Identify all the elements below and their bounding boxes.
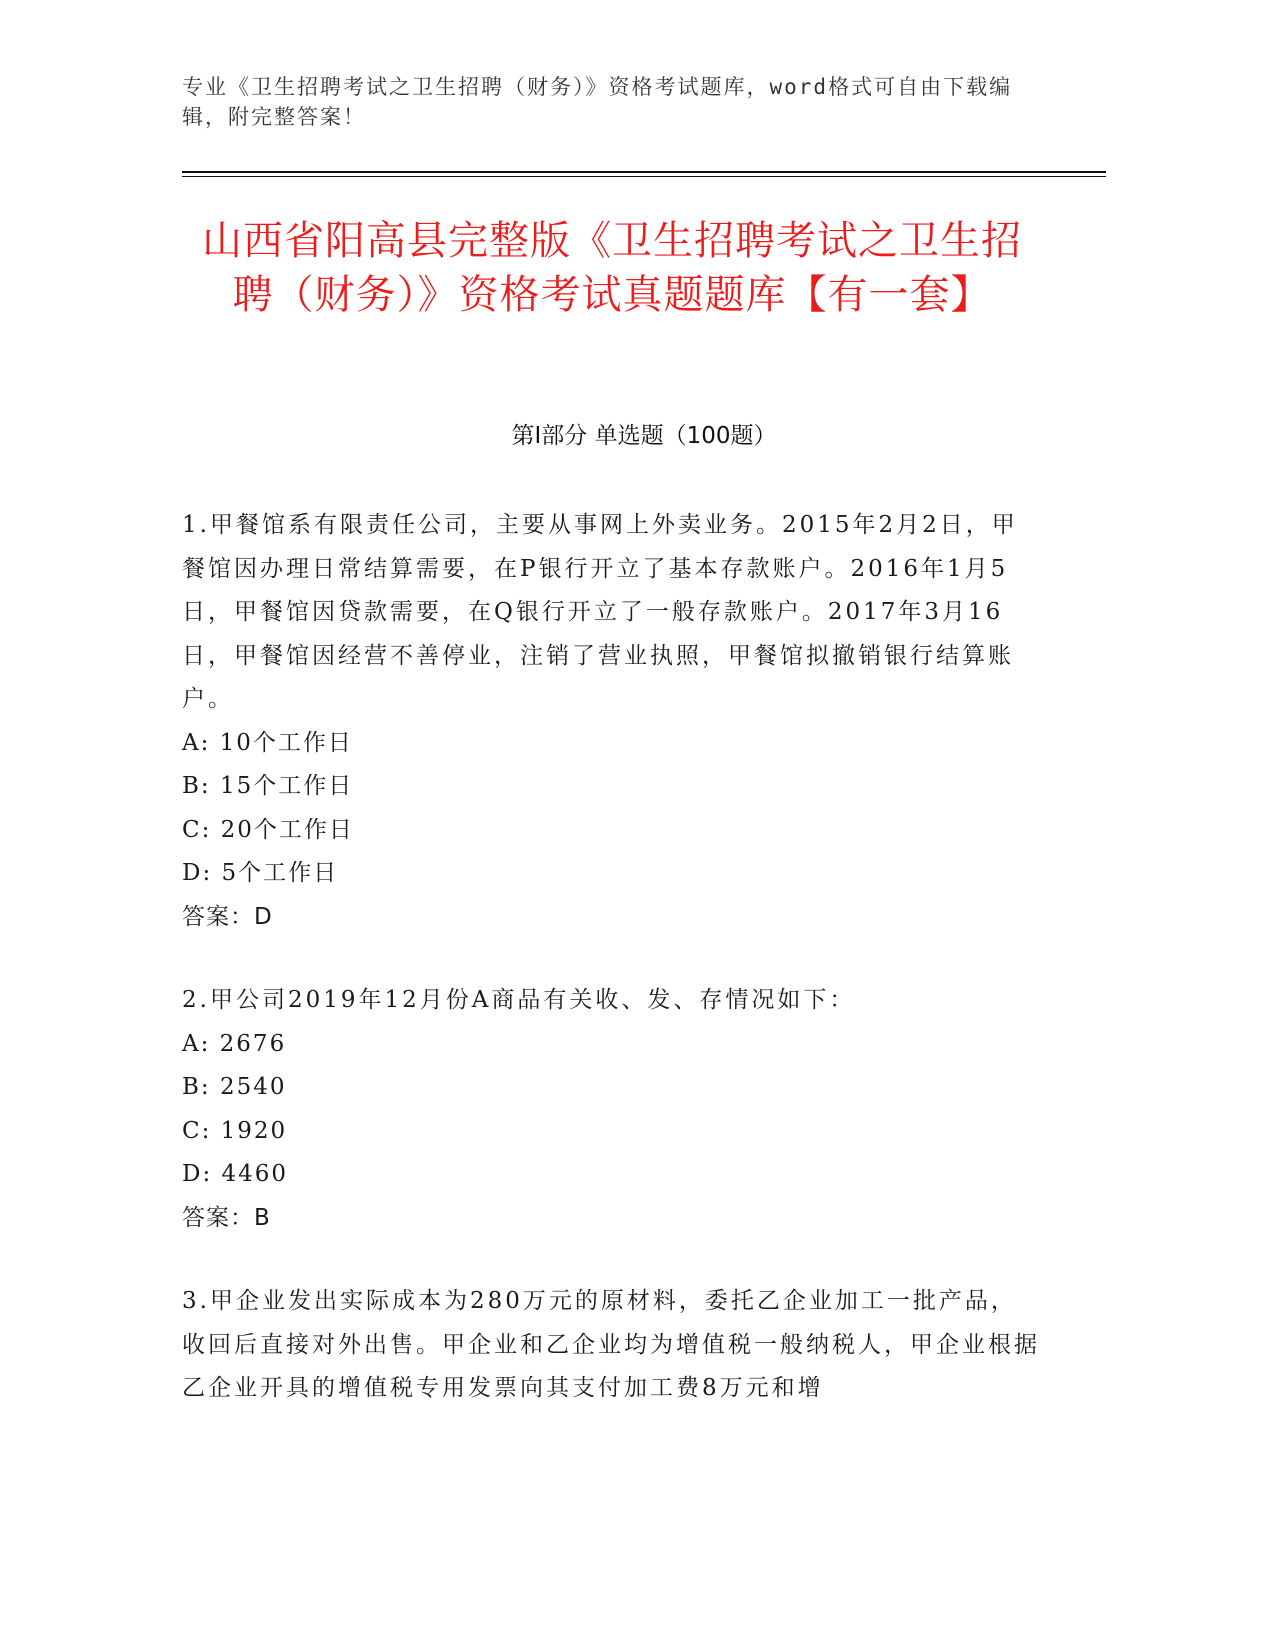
- answer: 答案：D: [182, 903, 273, 930]
- question-stem: 1.甲餐馆系有限责任公司，主要从事网上外卖业务。2015年2月2日，甲餐馆因办理日常结算需要，在P银行开立了基本存款账户。2016年1月5日，甲餐馆因贷款需要，在Q银行开立了一般存款账户。2017年3月16日，甲餐馆因经营不善停业，注销了营业执照，甲餐馆拟撤销银行结算账户。: [182, 512, 1018, 712]
- option-c: C: 1920: [182, 1117, 288, 1144]
- answer: 答案：B: [182, 1204, 271, 1231]
- option-a: A: 10个工作日: [182, 729, 353, 756]
- header-divider-thin: [182, 176, 1106, 177]
- question-stem: 3.甲企业发出实际成本为280万元的原材料，委托乙企业加工一批产品，收回后直接对外出售。甲企业和乙企业均为增值税一般纳税人，甲企业根据乙企业开具的增值税专用发票向其支付加工费8万元和增: [182, 1288, 1040, 1401]
- option-b: B: 15个工作日: [182, 773, 354, 799]
- question-3: [182, 1280, 1042, 1411]
- option-d: D: 4460: [182, 1161, 289, 1187]
- option-a: A: 2676: [182, 1030, 287, 1057]
- header-divider-thick: [182, 171, 1106, 173]
- question-2: [182, 979, 1042, 1240]
- option-c: C: 20个工作日: [182, 816, 354, 843]
- question-stem: 2.甲公司2019年12月份A商品有关收、发、存情况如下：: [182, 987, 856, 1013]
- question-list: [182, 504, 1042, 1451]
- header-note: 专业《卫生招聘考试之卫生招聘（财务）》资格考试题库，word格式可自由下载编辑，附完整答案！: [182, 75, 1013, 129]
- option-b: B: 2540: [182, 1074, 287, 1100]
- question-1: [182, 504, 1042, 939]
- document-title: 山西省阳高县完整版《卫生招聘考试之卫生招聘（财务）》资格考试真题题库【有一套】: [202, 218, 1022, 318]
- option-d: D: 5个工作日: [182, 860, 339, 886]
- section-heading: 第I部分 单选题（100题）: [511, 423, 777, 449]
